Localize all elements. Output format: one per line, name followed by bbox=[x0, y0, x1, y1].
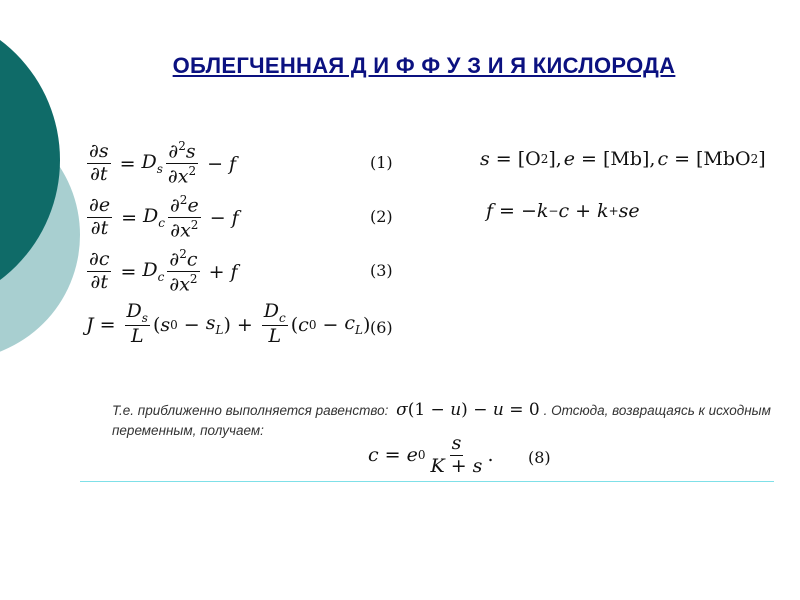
equation-1: $\frac{\partial s}{\partial t}$ = $D_s$ $\frac{\partial^2s}{\partial x^2}$ − f bbox=[89, 139, 237, 188]
equation-3: $\frac{\partial c}{\partial t}$ = $D_c$ $\frac{\partial^2c}{\partial x^2}$ + f bbox=[89, 247, 238, 296]
slide-title: ОБЛЕГЧЕННАЯ Д И Ф Ф У З И Я КИСЛОРОДА bbox=[172, 53, 676, 78]
equation-2: $\frac{\partial e}{\partial t}$ = $D_c$ $\frac{\partial^2e}{\partial x^2}$ − f bbox=[89, 193, 239, 242]
inline-equation: σ(1 − u) − u = 0 bbox=[396, 400, 540, 420]
divider-line bbox=[80, 481, 774, 482]
equation-1-number: (1) bbox=[370, 153, 393, 172]
equation-8: c = e 0 $\frac{s}{K + s}$ . bbox=[368, 432, 494, 477]
note-text-after: . Отсюда, возвращаясь к исходным переменным, получаем: bbox=[112, 403, 771, 438]
note-text-before: Т.е. приближенно выполняется равенство: bbox=[112, 403, 389, 418]
equation-8-number: (8) bbox=[528, 448, 551, 467]
equation-3-number: (3) bbox=[370, 261, 393, 280]
equation-6-number: (6) bbox=[370, 318, 393, 337]
reaction-rate-equation: f = − k − c + k + se bbox=[486, 200, 640, 222]
equation-6: J = $\frac{D_s}{L}$ ( s 0 − $s_L$ ) + $\frac{D_c}{L}$ ( c 0 − $c_L$ ) bbox=[86, 300, 371, 348]
definitions-equation: s = [O 2 ], e = [Mb], c = [MbO 2 ] bbox=[480, 148, 766, 170]
equation-2-number: (2) bbox=[370, 207, 393, 226]
